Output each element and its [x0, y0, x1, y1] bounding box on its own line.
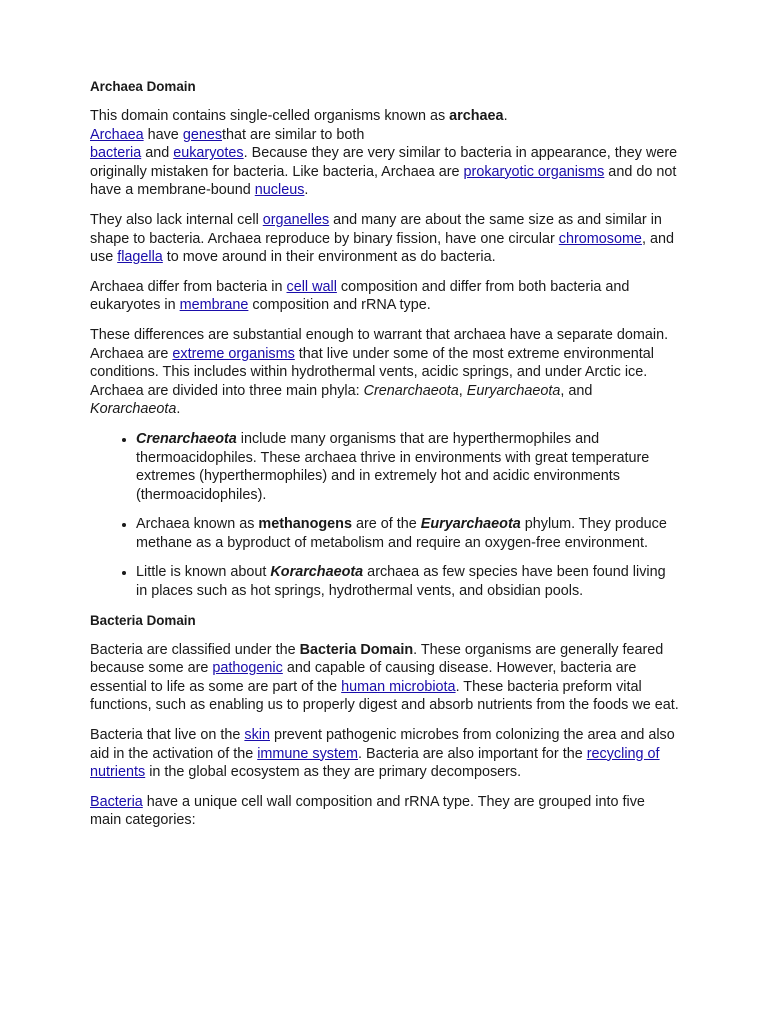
- bacteria-heading: Bacteria Domain: [90, 612, 196, 628]
- link-human-microbiota[interactable]: human microbiota: [341, 678, 456, 695]
- list-item: • Archaea known as methanogens are of the Euryarchaeota phylum. They produce methane as a byproduct of metabolism and require an oxygen-free environment.: [136, 515, 680, 552]
- archaea-heading: Archaea Domain: [90, 79, 196, 94]
- link-extreme-organisms[interactable]: extreme organisms: [172, 345, 295, 362]
- link-recycling-of-nutrients[interactable]: recycling of nutrients: [90, 745, 660, 781]
- list-item: • Crenarchaeota include many organisms that are hyperthermophiles and thermoacidophiles. These archaea thrive in environments with great temperature extremes (hyperthermophiles) and in extremely hot and acidic environments (thermoacidophiles).: [136, 430, 680, 504]
- link-immune-system[interactable]: immune system: [257, 745, 358, 762]
- bacteria-paragraph-1: Bacteria are classified under the Bacteria Domain. These organisms are generally feared because some are pathogenic and capable of causing disease. However, bacteria are essential to life as some are part of the human microbiota. These bacteria preform vital functions, such as enabling us to properly digest and absorb nutrients from the foods we eat.: [90, 641, 679, 714]
- link-cell-wall[interactable]: cell wall: [286, 278, 337, 295]
- link-pathogenic[interactable]: pathogenic: [212, 660, 283, 677]
- archaea-paragraph-1-cont: bacteria and eukaryotes. Because they are very similar to bacteria in appearance, they were originally mistaken for bacteria. Like bacteria, Archaea are prokaryotic organisms and do not have a membrane-bound nucleus.: [90, 145, 678, 199]
- archaea-bold: archaea: [449, 108, 504, 124]
- archaea-paragraph-3: Archaea differ from bacteria in cell wall composition and differ from both bacteria and eukaryotes in membrane composition and rRNA type.: [90, 278, 630, 314]
- link-genes[interactable]: genes: [182, 126, 223, 143]
- bacteria-paragraph-2: Bacteria that live on the skin prevent pathogenic microbes from colonizing the area and also aid in the activation of the immune system. Bacteria are also important for the recycling of nutrients in the global ecosystem as they are primary decomposers.: [90, 727, 675, 781]
- link-eukaryotes[interactable]: eukaryotes: [173, 145, 244, 162]
- link-organelles[interactable]: organelles: [262, 211, 330, 228]
- link-prokaryotic-organisms[interactable]: prokaryotic organisms: [463, 163, 605, 180]
- archaea-paragraph-1: This domain contains single-celled organisms known as archaea. Archaea have genesthat are similar to both: [90, 108, 508, 143]
- document-page: [90, 78, 680, 841]
- link-archaea[interactable]: Archaea: [90, 126, 144, 143]
- archaea-paragraph-2: They also lack internal cell organelles and many are about the same size as and similar in shape to bacteria. Archaea reproduce by binary fission, have one circular chromosome, and use flagella to move around in their environment as do bacteria.: [90, 211, 674, 266]
- list-item: • Little is known about Korarchaeota archaea as few species have been found living in places such as hot springs, hydrothermal vents, and obsidian pools.: [136, 563, 680, 600]
- link-skin[interactable]: skin: [244, 727, 270, 744]
- link-bacteria[interactable]: bacteria: [90, 145, 142, 162]
- archaea-phyla-list: [90, 430, 680, 601]
- link-nucleus[interactable]: nucleus: [254, 182, 305, 199]
- link-membrane[interactable]: membrane: [179, 297, 249, 314]
- bacteria-paragraph-3: Bacteria have a unique cell wall composition and rRNA type. They are grouped into five main categories:: [90, 793, 645, 829]
- link-flagella[interactable]: flagella: [117, 249, 163, 266]
- link-chromosome[interactable]: chromosome: [558, 230, 642, 247]
- archaea-paragraph-4: These differences are substantial enough to warrant that archaea have a separate domain. Archaea are extreme organisms that live under some of the most extreme environmental conditions. This includes within hydrothermal vents, acidic springs, and under Arctic ice. Archaea are divided into three main phyla: Crenarchaeota, Euryarchaeota, and Korarchaeota.: [90, 326, 669, 418]
- link-bacteria-2[interactable]: Bacteria: [90, 793, 143, 810]
